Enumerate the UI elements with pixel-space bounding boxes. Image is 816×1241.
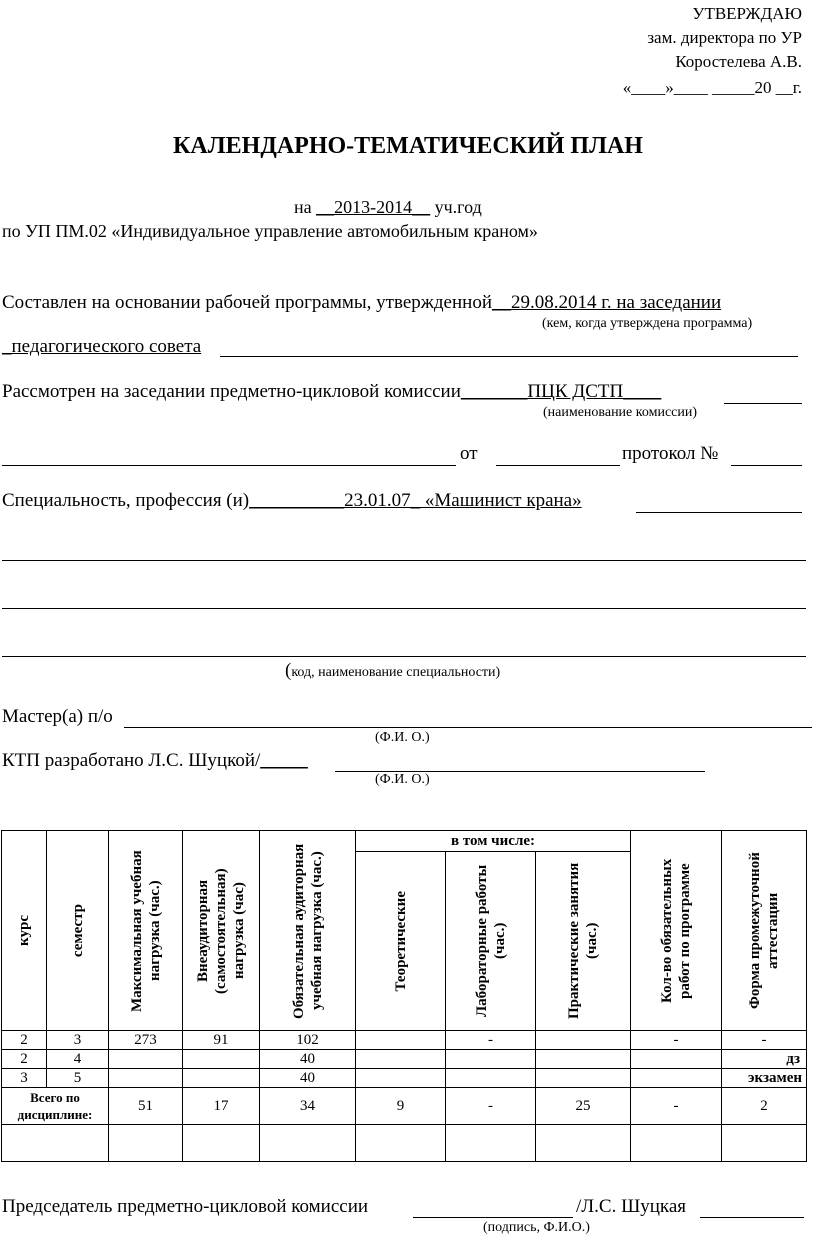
basis-underline (220, 356, 798, 357)
header-cell (631, 831, 722, 1031)
specialty-blank-3 (2, 656, 806, 657)
total-cell: - (446, 1088, 536, 1125)
table-cell (260, 1125, 356, 1162)
specialty-value: __________23.01.07_ «Машинист крана» (249, 490, 582, 511)
specialty-hint-paren: ( (285, 660, 292, 681)
table-cell: 4 (47, 1050, 109, 1069)
header-cell (109, 831, 183, 1031)
specialty-text: Специальность, профессия (и) (2, 490, 250, 511)
header-course: курс (16, 915, 32, 946)
basis-line (2, 292, 721, 314)
table-cell (446, 1069, 536, 1088)
table-cell (536, 1031, 631, 1050)
header-cell (536, 852, 631, 1031)
specialty-underline (636, 512, 802, 513)
header-labs: Лабораторные работы (час.) (473, 864, 508, 1018)
commission-text: Рассмотрен на заседании предметно-цикловой комиссии (2, 381, 461, 402)
header-self-study: Внеаудиторная (самостоятельная) нагрузка (час) (195, 867, 247, 994)
table-cell (183, 1069, 260, 1088)
table-row (2, 1069, 807, 1088)
table-cell: 2 (2, 1031, 47, 1050)
table-cell: 273 (109, 1031, 183, 1050)
table-cell: - (446, 1031, 536, 1050)
header-cell (183, 831, 260, 1031)
total-cell: 51 (109, 1088, 183, 1125)
basis-value-2: _педагогического совета (2, 336, 202, 357)
header-required-works: Кол-во обязательных работ по программе (659, 858, 693, 1003)
basis-hint: (кем, когда утверждена программа) (542, 316, 753, 331)
specialty-blank-2 (2, 608, 806, 609)
table-cell (356, 1069, 446, 1088)
commission-hint: (наименование комиссии) (543, 405, 698, 420)
specialty-blank-1 (2, 560, 806, 561)
total-cell: 25 (536, 1088, 631, 1125)
total-cell: 34 (260, 1088, 356, 1125)
table-cell: экзамен (722, 1069, 807, 1088)
specialty-line (2, 490, 582, 512)
header-cell (446, 852, 536, 1031)
header-cell (47, 831, 109, 1031)
table-cell (356, 1031, 446, 1050)
chair-underline (700, 1217, 804, 1218)
table-total-row (2, 1088, 807, 1125)
header-cell (260, 831, 356, 1031)
table-cell: 3 (2, 1069, 47, 1088)
chair-hint: (подпись, Ф.И.О.) (483, 1220, 590, 1235)
year-value: __2013-2014__ (316, 197, 431, 217)
approval-name: Коростелева А.В. (675, 52, 802, 71)
table-row (2, 1050, 807, 1069)
plan-table (1, 830, 807, 1162)
table-cell: 91 (183, 1031, 260, 1050)
table-cell (536, 1050, 631, 1069)
chair-signature-blank (413, 1217, 573, 1218)
basis-text: Составлен на основании рабочей программы, утвержденной (2, 292, 492, 313)
total-label: Всего по дисциплине: (2, 1088, 109, 1125)
header-practice: Практические занятия (час.) (566, 862, 600, 1020)
total-cell: - (631, 1088, 722, 1125)
table-cell (446, 1125, 536, 1162)
header-classroom-load: Обязательная аудиторная учебная нагрузка (час.) (290, 842, 325, 1019)
table-cell: 40 (260, 1050, 356, 1069)
table-cell (183, 1125, 260, 1162)
table-cell: 3 (47, 1031, 109, 1050)
table-cell (722, 1125, 807, 1162)
table-cell (536, 1069, 631, 1088)
basis-value: __29.08.2014 г. на заседании (491, 292, 722, 313)
protocol-number-label: протокол № (622, 443, 719, 464)
table-cell (109, 1125, 183, 1162)
subject-line: по УП ПМ.02 «Индивидуальное управление автомобильным краном» (2, 221, 538, 241)
table-cell: дз (722, 1050, 807, 1069)
table-cell (631, 1069, 722, 1088)
protocol-from: от (460, 443, 478, 464)
commission-value: _______ПЦК ДСТП____ (460, 381, 662, 402)
protocol-blank-1 (2, 465, 456, 466)
table-cell: 102 (260, 1031, 356, 1050)
specialty-hint (285, 660, 500, 682)
master-blank (124, 727, 812, 728)
protocol-blank-2 (496, 465, 620, 466)
header-semester: семестр (69, 903, 86, 958)
approval-date: «____»____ _____20 __г. (622, 78, 802, 97)
chair-value: /Л.С. Шуцкая (576, 1196, 687, 1217)
approval-word: УТВЕРЖДАЮ (692, 4, 802, 23)
developer-label: КТП разработано Л.С. Шуцкой/ (2, 750, 261, 771)
header-max-load: Максимальная учебная нагрузка (час.) (128, 849, 163, 1012)
year-prefix: на (294, 197, 312, 217)
year-line (294, 197, 482, 218)
master-hint: (Ф.И. О.) (375, 730, 430, 745)
table-cell (2, 1125, 109, 1162)
total-cell: 17 (183, 1088, 260, 1125)
table-cell (356, 1125, 446, 1162)
protocol-blank-3 (731, 465, 802, 466)
developer-line (2, 750, 308, 772)
table-cell (536, 1125, 631, 1162)
page-title: КАЛЕНДАРНО-ТЕМАТИЧЕСКИЙ ПЛАН (173, 133, 643, 159)
header-attestation-form: Форма промежуточной аттестации (747, 852, 781, 1009)
header-cell (2, 831, 47, 1031)
year-suffix: уч.год (434, 197, 482, 217)
total-cell: 9 (356, 1088, 446, 1125)
specialty-hint-text: код, наименование специальности) (291, 665, 501, 680)
table-cell: - (722, 1031, 807, 1050)
table-cell (631, 1125, 722, 1162)
table-header-row-1 (2, 831, 807, 852)
header-including: в том числе: (356, 831, 631, 852)
table-cell (183, 1050, 260, 1069)
developer-hint: (Ф.И. О.) (375, 772, 430, 787)
table-cell (446, 1050, 536, 1069)
approval-position: зам. директора по УР (647, 28, 802, 47)
table-cell: - (631, 1031, 722, 1050)
table-cell: 5 (47, 1069, 109, 1088)
developer-value: _____ (260, 750, 308, 771)
commission-underline (724, 403, 802, 404)
header-cell (356, 852, 446, 1031)
chair-text: Председатель предметно-цикловой комиссии (2, 1196, 369, 1217)
header-cell (722, 831, 807, 1031)
commission-line (2, 381, 661, 403)
table-cell: 2 (2, 1050, 47, 1069)
table-row (2, 1031, 807, 1050)
table-cell (109, 1050, 183, 1069)
total-cell: 2 (722, 1088, 807, 1125)
master-label: Мастер(а) п/о (2, 706, 113, 727)
table-empty-row (2, 1125, 807, 1162)
table-cell (356, 1050, 446, 1069)
table-cell: 40 (260, 1069, 356, 1088)
header-theory: Теоретические (392, 890, 409, 992)
table-cell (109, 1069, 183, 1088)
table-cell (631, 1050, 722, 1069)
